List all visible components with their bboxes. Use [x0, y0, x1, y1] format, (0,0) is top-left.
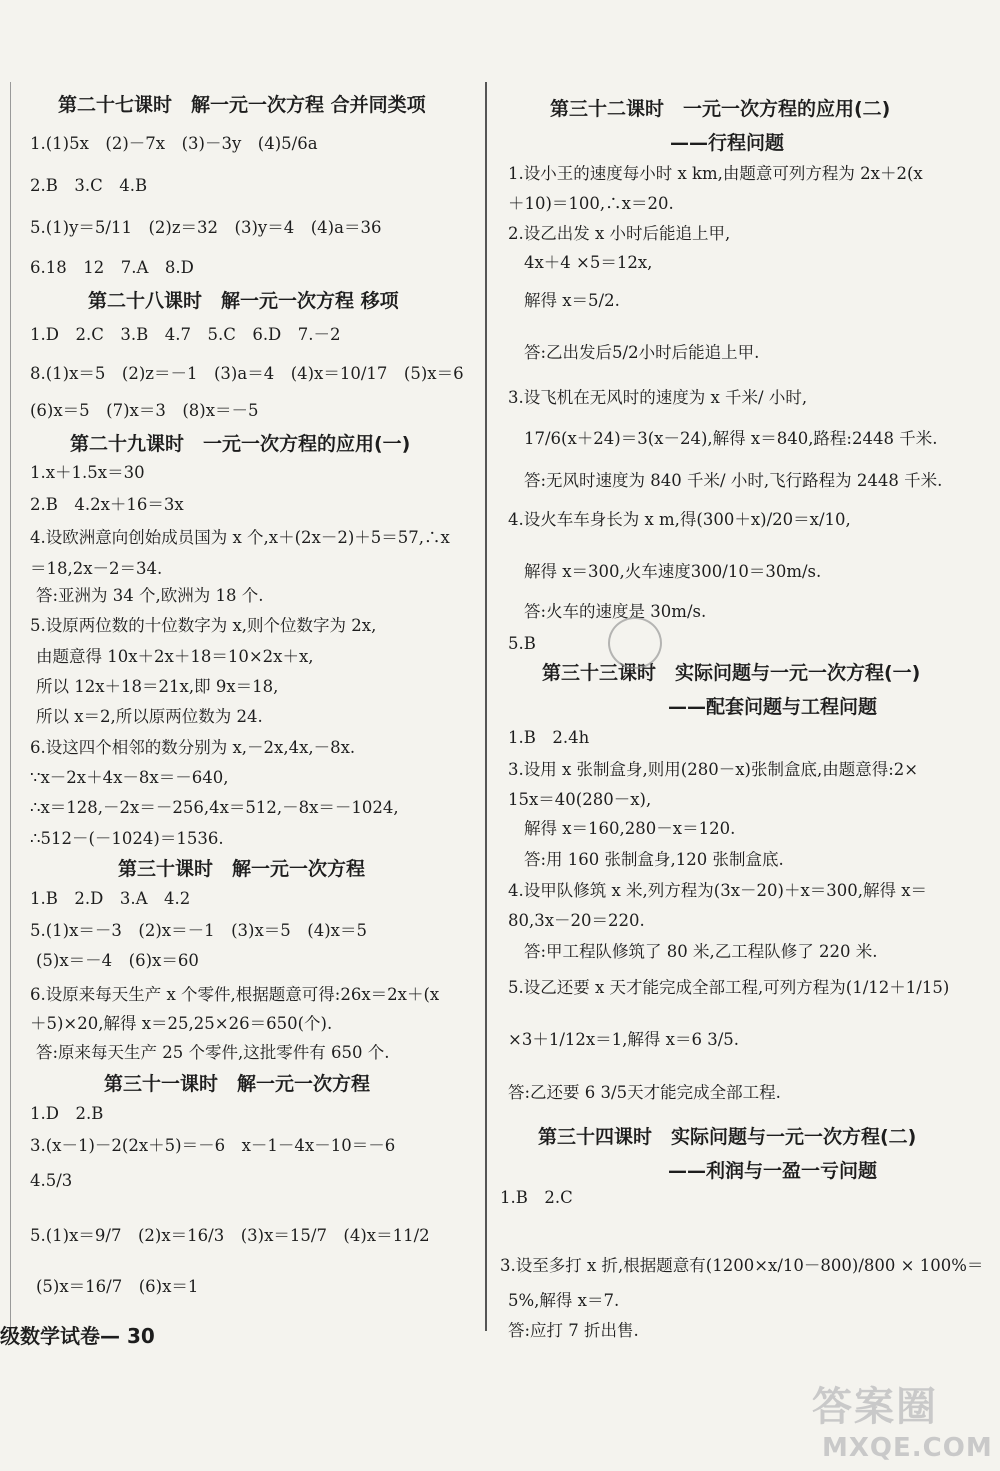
answer-line: 3.设用 x 张制盒身,则用(280－x)张制盒底,由题意得:2×: [508, 760, 919, 779]
section-subheading: ——配套问题与工程问题: [668, 696, 878, 718]
answer-line: 6.设这四个相邻的数分别为 x,－2x,4x,－8x.: [30, 738, 356, 757]
answer-line: 6.设原来每天生产 x 个零件,根据题意可得:26x＝2x＋(x: [30, 985, 440, 1004]
stamp-seal: [608, 617, 662, 669]
answer-line: 答:无风时速度为 840 千米/ 小时,飞行路程为 2448 千米.: [524, 471, 943, 490]
site-watermark: [812, 1375, 993, 1467]
section-heading: 第三十四课时 实际问题与一元一次方程(二): [538, 1126, 917, 1148]
answer-line: 6.18 12 7.A 8.D: [30, 258, 194, 277]
section-heading: 第三十课时 解一元一次方程: [118, 858, 366, 880]
answer-line: 2.设乙出发 x 小时后能追上甲,: [508, 224, 731, 243]
answer-line: 所以 12x＋18＝21x,即 9x＝18,: [36, 677, 279, 696]
answer-line: 1.x＋1.5x＝30: [30, 463, 145, 482]
answer-line: 5.设乙还要 x 天才能完成全部工程,可列方程为(1/12＋1/15): [508, 978, 950, 997]
answer-line: 答:乙出发后5/2小时后能追上甲.: [524, 343, 760, 362]
column-divider: [485, 82, 487, 1331]
answer-line: ＝18,2x－2＝34.: [30, 559, 163, 578]
section-subheading: ——利润与一盈一亏问题: [668, 1160, 878, 1182]
answer-line: ∵x－2x＋4x－8x＝－640,: [30, 768, 229, 787]
answer-line: 17/6(x＋24)＝3(x－24),解得 x＝840,路程:2448 千米.: [524, 429, 938, 448]
answer-line: 由题意得 10x＋2x＋18＝10×2x＋x,: [36, 647, 314, 666]
answer-line: 解得 x＝5/2.: [524, 291, 620, 310]
section-heading: 第二十七课时 解一元一次方程 合并同类项: [58, 94, 426, 116]
answer-line: ＋5)×20,解得 x＝25,25×26＝650(个).: [30, 1014, 333, 1033]
answer-line: 1.(1)5x (2)－7x (3)－3y (4)5/6a: [30, 134, 318, 153]
answer-line: 5.(1)y＝5/11 (2)z＝32 (3)y＝4 (4)a＝36: [30, 218, 382, 237]
section-heading: 第三十一课时 解一元一次方程: [104, 1073, 371, 1095]
answer-line: 5.(1)x＝－3 (2)x＝－1 (3)x＝5 (4)x＝5: [30, 921, 367, 940]
section-heading: 第三十二课时 一元一次方程的应用(二): [550, 98, 891, 120]
answer-line: (5)x＝－4 (6)x＝60: [36, 951, 199, 970]
section-heading: 第二十八课时 解一元一次方程 移项: [88, 290, 399, 312]
answer-line: 答:乙还要 6 3/5天才能完成全部工程.: [508, 1083, 781, 1102]
answer-line: 1.B 2.4h: [508, 728, 590, 747]
answer-line: 5%,解得 x＝7.: [508, 1291, 620, 1310]
answer-line: (6)x＝5 (7)x＝3 (8)x＝－5: [30, 401, 259, 420]
left-column: [0, 0, 485, 1471]
right-column: [488, 0, 1000, 1471]
answer-line: 答:原来每天生产 25 个零件,这批零件有 650 个.: [36, 1043, 390, 1062]
answer-line: 1.B 2.D 3.A 4.2: [30, 889, 191, 908]
answer-line: 1.B 2.C: [500, 1188, 573, 1207]
answer-line: ＋10)＝100,∴x＝20.: [508, 194, 674, 213]
answer-line: 5.B: [508, 634, 536, 653]
answer-line: 3.设飞机在无风时的速度为 x 千米/ 小时,: [508, 388, 808, 407]
section-heading: 第三十三课时 实际问题与一元一次方程(一): [542, 662, 921, 684]
answer-line: 2.B 3.C 4.B: [30, 176, 148, 195]
answer-line: 解得 x＝160,280－x＝120.: [524, 819, 736, 838]
answer-line: 4.设欧洲意向创始成员国为 x 个,x＋(2x－2)＋5＝57,∴x: [30, 528, 450, 547]
answer-line: 80,3x－20＝220.: [508, 911, 645, 930]
answer-line: 3.设至多打 x 折,根据题意有(1200×x/10－800)/800 × 100%＝: [500, 1256, 984, 1275]
answer-line: ∴512－(－1024)＝1536.: [30, 829, 224, 848]
answer-line: 2.B 4.2x＋16＝3x: [30, 495, 184, 514]
answer-line: ×3＋1/12x＝1,解得 x＝6 3/5.: [508, 1030, 740, 1049]
answer-line: 4.设火车车身长为 x m,得(300＋x)/20＝x/10,: [508, 510, 851, 529]
answer-line: 4x＋4 ×5＝12x,: [524, 253, 653, 272]
answer-line: 答:亚洲为 34 个,欧洲为 18 个.: [36, 586, 264, 605]
answer-line: 5.(1)x＝9/7 (2)x＝16/3 (3)x＝15/7 (4)x＝11/2: [30, 1226, 430, 1245]
watermark-logo-text: 答案圈: [812, 1384, 938, 1430]
answer-line: 答:用 160 张制盒身,120 张制盒底.: [524, 850, 784, 869]
answer-line: 15x＝40(280－x),: [508, 790, 652, 809]
page-footer: 级数学试卷— 30: [0, 1324, 155, 1348]
answer-line: ∴x＝128,－2x＝－256,4x＝512,－8x＝－1024,: [30, 798, 399, 817]
answer-line: 所以 x＝2,所以原两位数为 24.: [36, 707, 263, 726]
watermark-url: MXQE.COM: [822, 1433, 993, 1463]
answer-line: 解得 x＝300,火车速度300/10＝30m/s.: [524, 562, 822, 581]
answer-line: 4.设甲队修筑 x 米,列方程为(3x－20)＋x＝300,解得 x＝: [508, 881, 928, 900]
answer-line: 8.(1)x＝5 (2)z＝－1 (3)a＝4 (4)x＝10/17 (5)x＝6: [30, 364, 464, 383]
answer-line: 答:应打 7 折出售.: [508, 1321, 639, 1340]
answer-line: 5.设原两位数的十位数字为 x,则个位数字为 2x,: [30, 616, 377, 635]
answer-line: 1.D 2.C 3.B 4.7 5.C 6.D 7.－2: [30, 325, 341, 344]
answer-line: 答:火车的速度是 30m/s.: [524, 602, 707, 621]
answer-line: 答:甲工程队修筑了 80 米,乙工程队修了 220 米.: [524, 942, 878, 961]
answer-line: 3.(x－1)－2(2x＋5)＝－6 x－1－4x－10＝－6: [30, 1136, 396, 1155]
answer-line: (5)x＝16/7 (6)x＝1: [36, 1277, 199, 1296]
answer-line: 4.5/3: [30, 1171, 73, 1190]
answer-line: 1.D 2.B: [30, 1104, 104, 1123]
answer-line: 1.设小王的速度每小时 x km,由题意可列方程为 2x＋2(x: [508, 164, 923, 183]
section-subheading: ——行程问题: [670, 132, 785, 154]
section-heading: 第二十九课时 一元一次方程的应用(一): [70, 433, 411, 455]
